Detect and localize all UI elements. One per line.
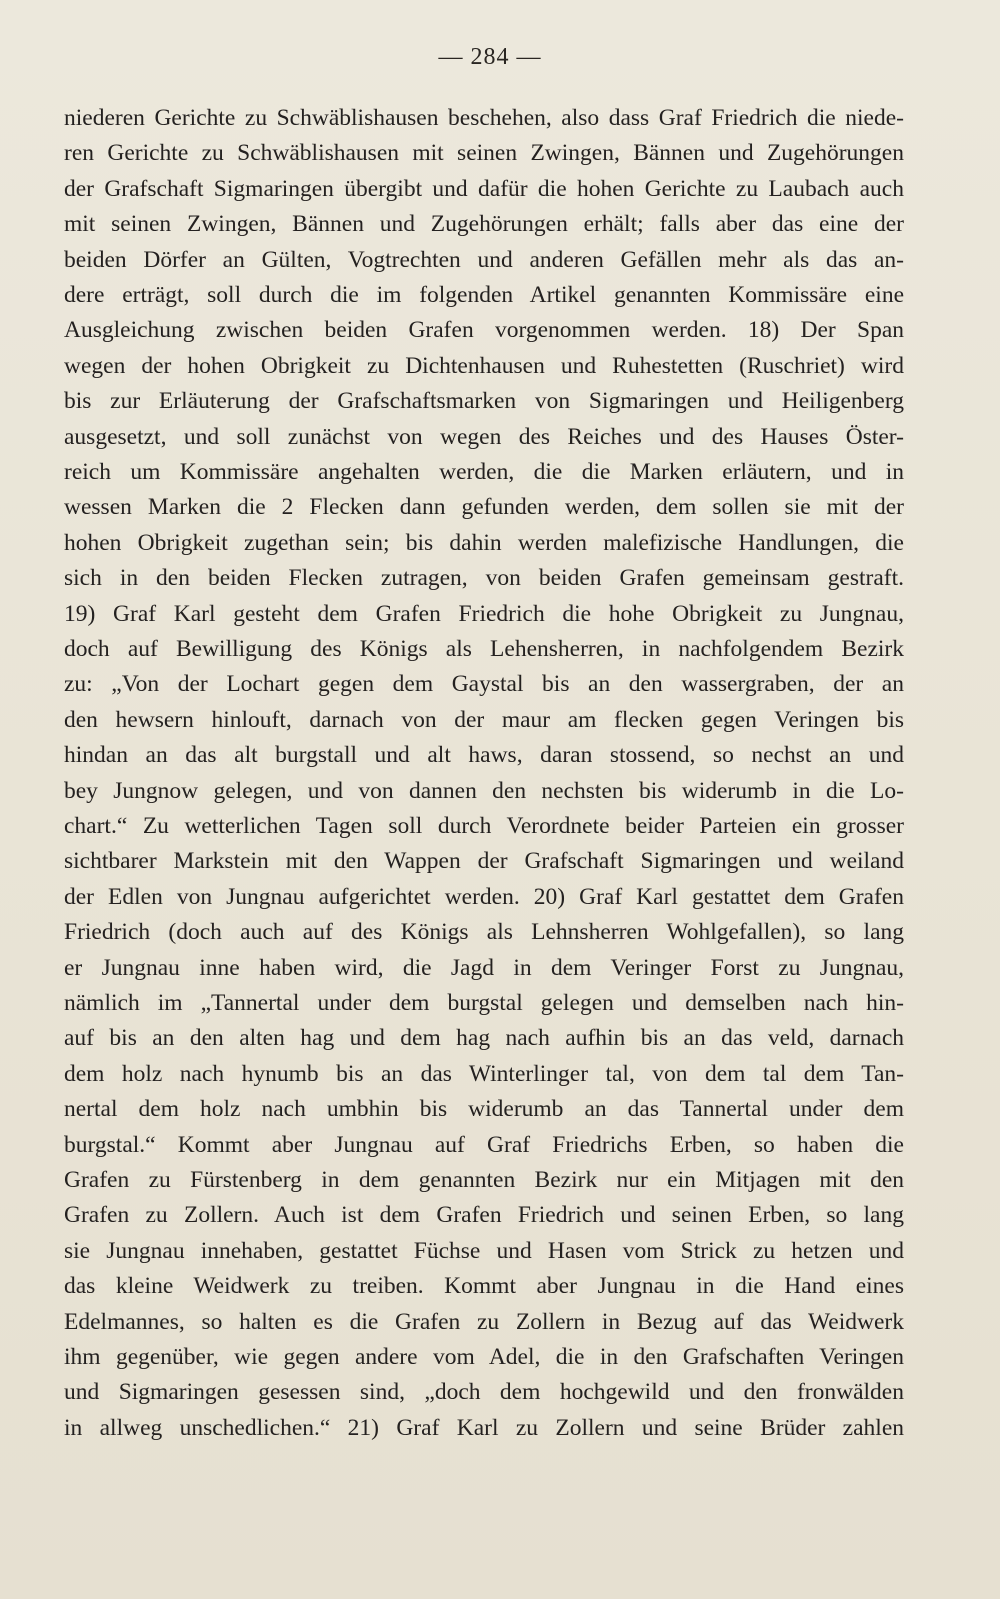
text-line: sie Jungnau innehaben, gestattet Füchse und Hasen vom Strick zu hetzen und — [64, 1237, 904, 1264]
text-line: den hewsern hinlouft, darnach von der maur am flecken gegen Veringen bis — [64, 706, 904, 733]
text-line: ren Gerichte zu Schwäblishausen mit seinen Zwingen, Bännen und Zugehörungen — [64, 140, 904, 167]
text-line: Ausgleichung zwischen beiden Grafen vorgenommen werden. 18) Der Span — [64, 317, 904, 344]
text-line: bey Jungnow gelegen, und von dannen den nechsten bis widerumb in die Lo- — [64, 777, 904, 804]
text-line: hindan an das alt burgstall und alt haws, daran stossend, so nechst an und — [64, 742, 904, 769]
text-line: und Sigmaringen gesessen sind, „doch dem hochgewild und den fronwälden — [64, 1379, 904, 1406]
text-line: dem holz nach hynumb bis an das Winterlinger tal, von dem tal dem Tan- — [64, 1060, 904, 1087]
text-line: er Jungnau inne haben wird, die Jagd in dem Veringer Forst zu Jungnau, — [64, 954, 904, 981]
text-line: nämlich im „Tannertal under dem burgstal gelegen und demselben nach hin- — [64, 990, 904, 1016]
text-line: nertal dem holz nach umbhin bis widerumb an das Tannertal under dem — [64, 1096, 904, 1123]
text-line: zu: „Von der Lochart gegen dem Gaystal bis an den wassergraben, der an — [64, 671, 904, 698]
text-line: das kleine Weidwerk zu treiben. Kommt aber Jungnau in die Hand eines — [64, 1273, 904, 1300]
text-line: der Edlen von Jungnau aufgerichtet werden. 20) Graf Karl gestattet dem Grafen — [64, 883, 904, 910]
text-line: sichtbarer Markstein mit den Wappen der Grafschaft Sigmaringen und weiland — [64, 848, 904, 875]
text-line: Friedrich (doch auch auf des Königs als Lehnsherren Wohlgefallen), so lang — [64, 919, 904, 946]
text-line: in allweg unschedlichen.“ 21) Graf Karl zu Zollern und seine Brüder zahlen — [64, 1414, 904, 1441]
text-line: Edelmannes, so halten es die Grafen zu Zollern in Bezug auf das Weidwerk — [64, 1308, 904, 1335]
text-line: dere erträgt, soll durch die im folgenden Artikel genannten Kommissäre eine — [64, 282, 904, 308]
text-line: niederen Gerichte zu Schwäblishausen beschehen, also dass Graf Friedrich die niede- — [64, 105, 904, 131]
text-line: ihm gegenüber, wie gegen andere vom Adel, die in den Grafschaften Veringen — [64, 1344, 904, 1370]
text-line: 19) Graf Karl gesteht dem Grafen Friedrich die hohe Obrigkeit zu Jungnau, — [64, 600, 904, 627]
text-line: wessen Marken die 2 Flecken dann gefunden werden, dem sollen sie mit der — [64, 494, 904, 521]
text-line: chart.“ Zu wetterlichen Tagen soll durch Verordnete beider Parteien ein grosser — [64, 813, 904, 839]
text-line: ausgesetzt, und soll zunächst von wegen des Reiches und des Hauses Öster- — [64, 423, 904, 450]
text-line: beiden Dörfer an Gülten, Vogtrechten und anderen Gefällen mehr als das an- — [64, 246, 904, 273]
text-line: mit seinen Zwingen, Bännen und Zugehörungen erhält; falls aber das eine der — [64, 211, 904, 238]
text-line: hohen Obrigkeit zugethan sein; bis dahin werden malefizische Handlungen, die — [64, 529, 904, 556]
text-line: bis zur Erläuterung der Grafschaftsmarken von Sigmaringen und Heiligenberg — [64, 388, 904, 415]
page-number: — 284 — — [438, 44, 542, 70]
text-line: der Grafschaft Sigmaringen übergibt und dafür die hohen Gerichte zu Laubach auch — [64, 175, 904, 202]
text-line: burgstal.“ Kommt aber Jungnau auf Graf Friedrichs Erben, so haben die — [64, 1131, 904, 1158]
text-line: auf bis an den alten hag und dem hag nach aufhin bis an das veld, darnach — [64, 1025, 904, 1052]
text-line: wegen der hohen Obrigkeit zu Dichtenhausen und Ruhestetten (Ruschriet) wird — [64, 352, 904, 379]
text-line: Grafen zu Fürstenberg in dem genannten Bezirk nur ein Mitjagen mit den — [64, 1167, 904, 1193]
text-line: sich in den beiden Flecken zutragen, von beiden Grafen gemeinsam gestraft. — [64, 565, 904, 592]
text-line: Grafen zu Zollern. Auch ist dem Grafen Friedrich und seinen Erben, so lang — [64, 1202, 904, 1229]
text-line: reich um Kommissäre angehalten werden, die die Marken erläutern, und in — [64, 459, 904, 485]
text-line: doch auf Bewilligung des Königs als Lehensherren, in nachfolgendem Bezirk — [64, 636, 904, 662]
